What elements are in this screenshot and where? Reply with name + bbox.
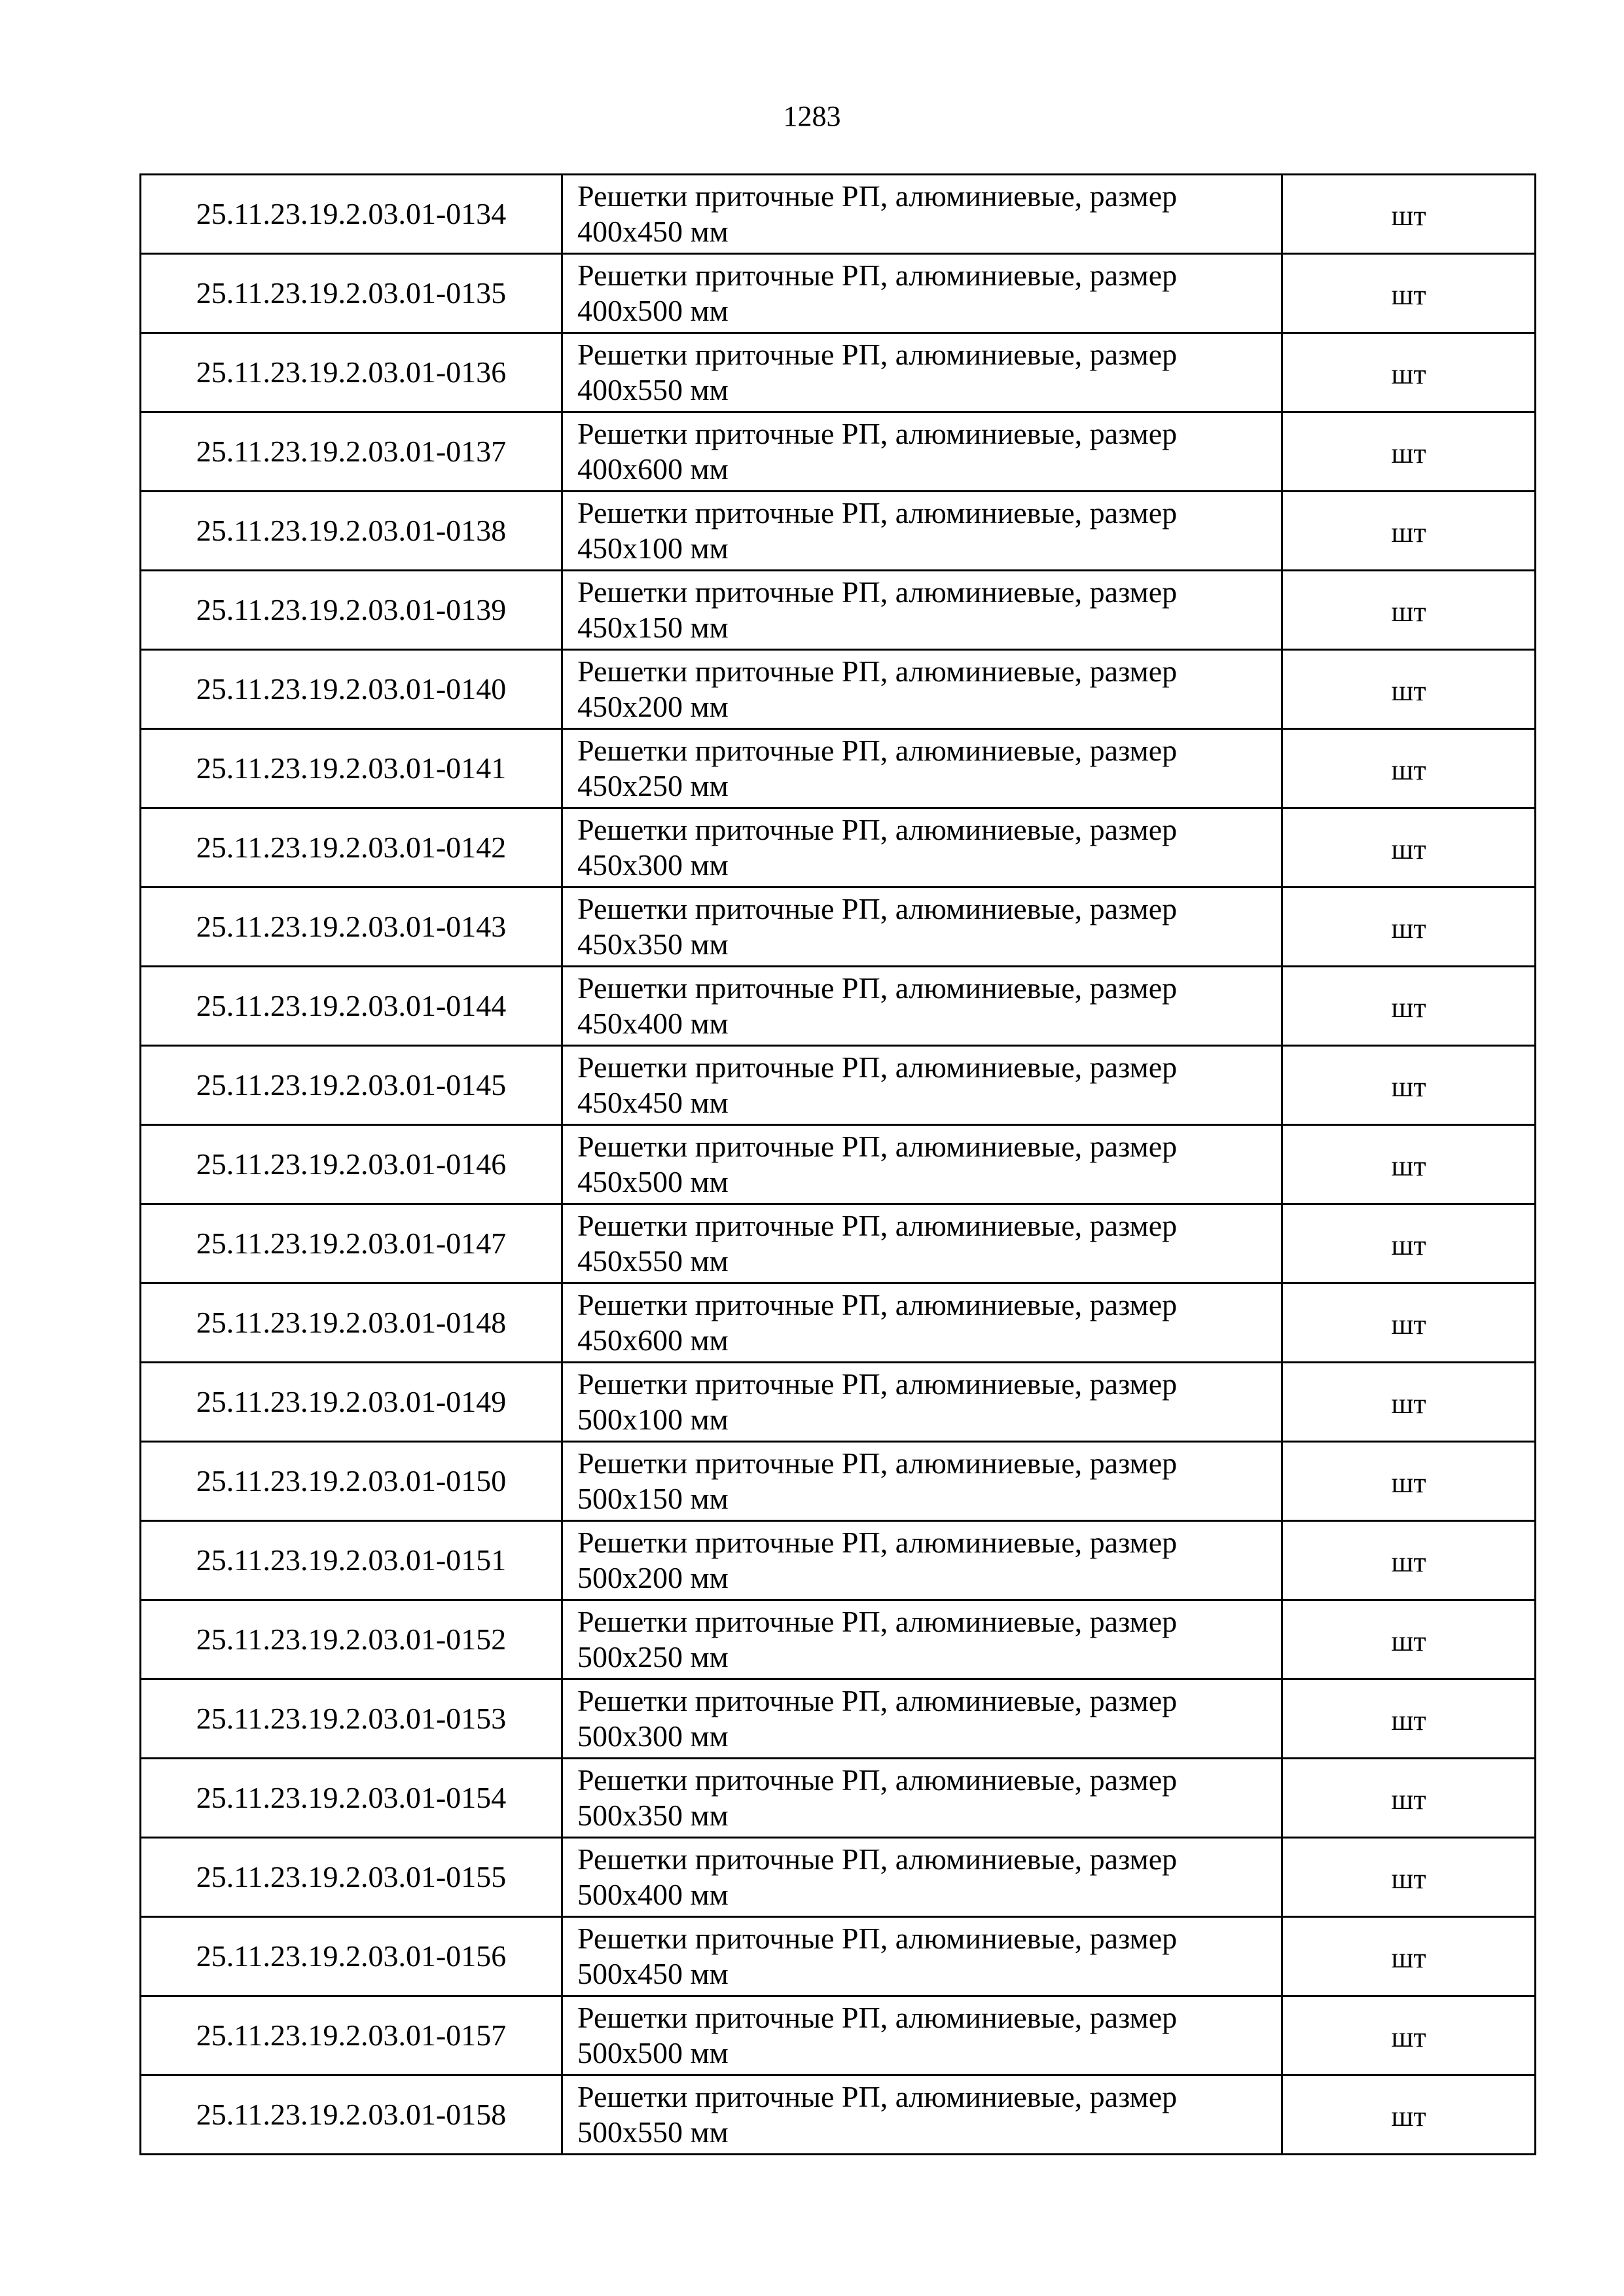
description-line-1: Решетки приточные РП, алюминиевые, размер [577,496,1178,529]
resource-description-cell [562,808,1282,888]
resource-code-cell: 25.11.23.19.2.03.01-0138 [141,492,562,571]
resource-table [139,173,1536,2155]
resource-description-cell [562,1917,1282,1996]
resource-code-cell: 25.11.23.19.2.03.01-0142 [141,808,562,888]
description-line-2: 450х250 мм [577,769,729,802]
description-line-2: 500х200 мм [577,1561,729,1594]
unit-cell: шт [1282,1125,1536,1204]
description-line-2: 500х250 мм [577,1640,729,1674]
table-row [141,333,1536,412]
description-line-2: 450х600 мм [577,1323,729,1357]
description-line-1: Решетки приточные РП, алюминиевые, размер [577,1288,1178,1321]
resource-description-cell [562,333,1282,412]
resource-description-cell [562,254,1282,333]
unit-cell: шт [1282,254,1536,333]
description-line-2: 450х300 мм [577,848,729,882]
description-line-2: 400х550 мм [577,373,729,406]
unit-cell: шт [1282,650,1536,729]
unit-cell: шт [1282,1600,1536,1679]
resource-description-cell [562,1838,1282,1917]
resource-code-cell: 25.11.23.19.2.03.01-0156 [141,1917,562,1996]
table-row [141,1838,1536,1917]
resource-code-cell: 25.11.23.19.2.03.01-0145 [141,1046,562,1125]
description-line-1: Решетки приточные РП, алюминиевые, размер [577,1526,1178,1559]
unit-cell: шт [1282,888,1536,967]
description-line-1: Решетки приточные РП, алюминиевые, размер [577,892,1178,925]
description-line-1: Решетки приточные РП, алюминиевые, размер [577,338,1178,371]
resource-description-cell [562,571,1282,650]
unit-cell: шт [1282,1996,1536,2075]
description-line-2: 450х500 мм [577,1165,729,1198]
description-line-2: 500х500 мм [577,2036,729,2070]
unit-cell: шт [1282,492,1536,571]
description-line-2: 500х400 мм [577,1878,729,1911]
table-row [141,1363,1536,1442]
unit-cell: шт [1282,729,1536,808]
resource-description-cell [562,1363,1282,1442]
description-line-2: 450х100 мм [577,531,729,565]
unit-cell: шт [1282,1679,1536,1759]
unit-cell: шт [1282,1838,1536,1917]
unit-cell: шт [1282,808,1536,888]
resource-description-cell [562,1679,1282,1759]
description-line-1: Решетки приточные РП, алюминиевые, размер [577,259,1178,292]
resource-code-cell: 25.11.23.19.2.03.01-0144 [141,967,562,1046]
description-line-1: Решетки приточные РП, алюминиевые, размер [577,1130,1178,1163]
description-line-1: Решетки приточные РП, алюминиевые, размер [577,655,1178,688]
table-row [141,1679,1536,1759]
description-line-1: Решетки приточные РП, алюминиевые, размер [577,575,1178,609]
resource-code-cell: 25.11.23.19.2.03.01-0157 [141,1996,562,2075]
unit-cell: шт [1282,1521,1536,1600]
resource-code-cell: 25.11.23.19.2.03.01-0152 [141,1600,562,1679]
description-line-2: 400х600 мм [577,452,729,486]
unit-cell: шт [1282,1046,1536,1125]
resource-code-cell: 25.11.23.19.2.03.01-0151 [141,1521,562,1600]
description-line-2: 400х500 мм [577,294,729,327]
table-row [141,1600,1536,1679]
description-line-1: Решетки приточные РП, алюминиевые, размер [577,1050,1178,1084]
description-line-1: Решетки приточные РП, алюминиевые, размер [577,417,1178,450]
unit-cell: шт [1282,1759,1536,1838]
table-row [141,808,1536,888]
resource-code-cell: 25.11.23.19.2.03.01-0147 [141,1204,562,1283]
description-line-2: 450х200 мм [577,690,729,723]
resource-description-cell [562,1759,1282,1838]
table-row [141,175,1536,254]
table-row [141,492,1536,571]
resource-code-cell: 25.11.23.19.2.03.01-0146 [141,1125,562,1204]
description-line-2: 450х350 мм [577,927,729,961]
resource-code-cell: 25.11.23.19.2.03.01-0158 [141,2075,562,2155]
description-line-1: Решетки приточные РП, алюминиевые, размер [577,1684,1178,1717]
table-row [141,2075,1536,2155]
unit-cell: шт [1282,2075,1536,2155]
resource-description-cell [562,1204,1282,1283]
table-row [141,1442,1536,1521]
unit-cell: шт [1282,412,1536,492]
description-line-1: Решетки приточные РП, алюминиевые, размер [577,1763,1178,1797]
table-row [141,1521,1536,1600]
unit-cell: шт [1282,333,1536,412]
description-line-1: Решетки приточные РП, алюминиевые, размер [577,2080,1178,2113]
description-line-2: 500х450 мм [577,1957,729,1990]
resource-code-cell: 25.11.23.19.2.03.01-0153 [141,1679,562,1759]
unit-cell: шт [1282,571,1536,650]
unit-cell: шт [1282,1442,1536,1521]
resource-description-cell [562,1125,1282,1204]
resource-description-cell [562,888,1282,967]
table-row [141,1283,1536,1363]
resource-code-cell: 25.11.23.19.2.03.01-0154 [141,1759,562,1838]
description-line-2: 500х550 мм [577,2115,729,2149]
table-row [141,1046,1536,1125]
description-line-2: 450х150 мм [577,611,729,644]
resource-description-cell [562,412,1282,492]
table-row [141,967,1536,1046]
unit-cell: шт [1282,967,1536,1046]
resource-description-cell [562,492,1282,571]
description-line-2: 500х300 мм [577,1719,729,1753]
resource-code-cell: 25.11.23.19.2.03.01-0141 [141,729,562,808]
resource-code-cell: 25.11.23.19.2.03.01-0139 [141,571,562,650]
description-line-1: Решетки приточные РП, алюминиевые, размер [577,971,1178,1005]
resource-code-cell: 25.11.23.19.2.03.01-0148 [141,1283,562,1363]
unit-cell: шт [1282,1204,1536,1283]
table-body [141,175,1536,2155]
resource-code-cell: 25.11.23.19.2.03.01-0135 [141,254,562,333]
resource-code-cell: 25.11.23.19.2.03.01-0150 [141,1442,562,1521]
resource-code-cell: 25.11.23.19.2.03.01-0155 [141,1838,562,1917]
description-line-2: 500х350 мм [577,1799,729,1832]
resource-description-cell [562,1996,1282,2075]
resource-code-cell: 25.11.23.19.2.03.01-0134 [141,175,562,254]
table-row [141,254,1536,333]
table-row [141,571,1536,650]
page-number: 1283 [783,100,841,132]
table-row [141,1996,1536,2075]
description-line-1: Решетки приточные РП, алюминиевые, размер [577,813,1178,846]
table-row [141,650,1536,729]
description-line-1: Решетки приточные РП, алюминиевые, размер [577,179,1178,213]
resource-code-cell: 25.11.23.19.2.03.01-0143 [141,888,562,967]
description-line-2: 500х100 мм [577,1403,729,1436]
table-row [141,412,1536,492]
description-line-1: Решетки приточные РП, алюминиевые, размер [577,734,1178,767]
table-row [141,1204,1536,1283]
description-line-1: Решетки приточные РП, алюминиевые, размер [577,1367,1178,1401]
resource-code-cell: 25.11.23.19.2.03.01-0137 [141,412,562,492]
resource-description-cell [562,650,1282,729]
table-row [141,729,1536,808]
table-row [141,888,1536,967]
resource-description-cell [562,175,1282,254]
description-line-1: Решетки приточные РП, алюминиевые, размер [577,1842,1178,1876]
table-row [141,1125,1536,1204]
resource-description-cell [562,967,1282,1046]
resource-description-cell [562,1046,1282,1125]
description-line-1: Решетки приточные РП, алюминиевые, размер [577,1209,1178,1242]
description-line-2: 450х450 мм [577,1086,729,1119]
resource-description-cell [562,1442,1282,1521]
unit-cell: шт [1282,175,1536,254]
resource-description-cell [562,1600,1282,1679]
unit-cell: шт [1282,1283,1536,1363]
description-line-1: Решетки приточные РП, алюминиевые, размер [577,1605,1178,1638]
description-line-2: 450х400 мм [577,1007,729,1040]
table-row [141,1917,1536,1996]
description-line-1: Решетки приточные РП, алюминиевые, размер [577,2001,1178,2034]
description-line-2: 500х150 мм [577,1482,729,1515]
table-row [141,1759,1536,1838]
resource-description-cell [562,2075,1282,2155]
resource-description-cell [562,729,1282,808]
description-line-1: Решетки приточные РП, алюминиевые, размер [577,1922,1178,1955]
resource-description-cell [562,1283,1282,1363]
unit-cell: шт [1282,1917,1536,1996]
description-line-2: 400х450 мм [577,215,729,248]
description-line-1: Решетки приточные РП, алюминиевые, размер [577,1446,1178,1480]
description-line-2: 450х550 мм [577,1244,729,1278]
resource-description-cell [562,1521,1282,1600]
unit-cell: шт [1282,1363,1536,1442]
resource-code-cell: 25.11.23.19.2.03.01-0140 [141,650,562,729]
resource-code-cell: 25.11.23.19.2.03.01-0136 [141,333,562,412]
resource-code-cell: 25.11.23.19.2.03.01-0149 [141,1363,562,1442]
